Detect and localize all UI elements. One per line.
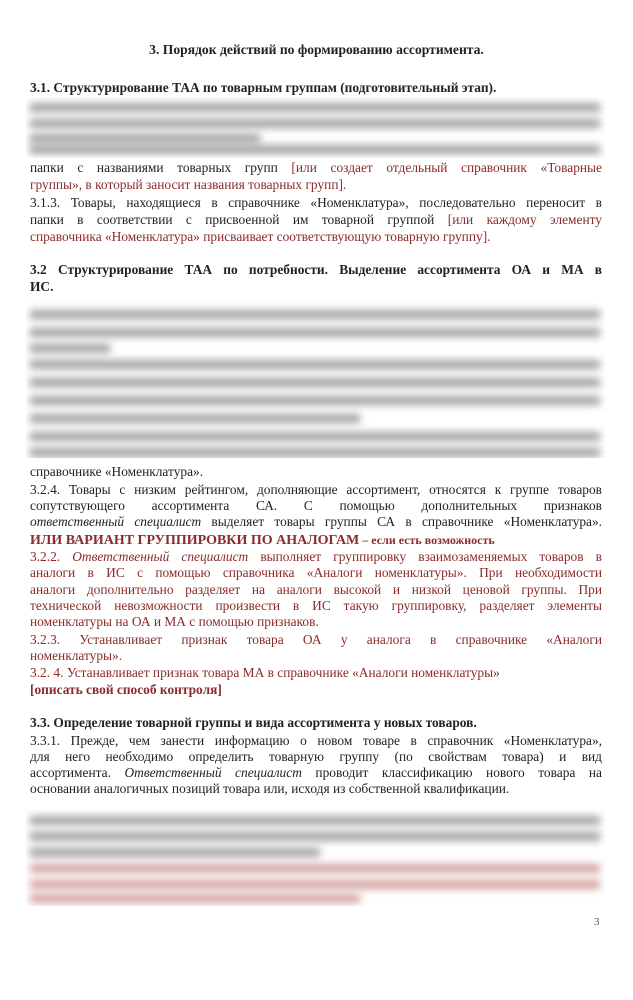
text: проводит классификацию нового товара на	[301, 765, 602, 780]
text: – если есть возможность	[359, 533, 495, 547]
alt-variant-heading	[30, 532, 602, 549]
page-title: 3. Порядок действий по формированию ассортимента.	[149, 42, 484, 57]
text-line: 3.2.3. Устанавливает признак товара ОА у аналога в справочнике «Аналоги	[30, 632, 602, 647]
text-line: 3.3.1. Прежде, чем занести информацию о новом товаре в справочник «Номенклатура»,	[30, 733, 602, 748]
text-line	[30, 549, 602, 565]
text-line	[30, 212, 602, 228]
text: Ответственный специалист	[124, 765, 302, 780]
text: [или каждому элементу	[447, 212, 602, 227]
text-line: справочника «Номенклатура» присваивает соответствующую товарную группу].	[30, 229, 491, 244]
text: папки с названиями товарных групп	[30, 160, 278, 175]
text: выделяет товары группы СА в справочнике «Номенклатура».	[201, 514, 603, 529]
text-line	[30, 160, 602, 176]
redacted-block	[26, 298, 606, 458]
section-3-3-heading: 3.3. Определение товарной группы и вида ассортимента у новых товаров.	[30, 715, 477, 730]
section-3-2-heading: 3.2 Структурирование ТАА по потребности. Выделение ассортимента ОА и МА в	[30, 262, 602, 277]
text-line: аналоги дополнительно разделяет на аналоги высокой и низкой ценовой группы. При	[30, 582, 602, 597]
control-placeholder: [описать свой способ контроля]	[30, 682, 222, 697]
text-line: номенклатуры».	[30, 648, 123, 663]
page-number: 3	[594, 916, 600, 928]
text-line: 3.2.4. Товары с низким рейтингом, дополняющие ассортимент, относятся к группе товаров	[30, 482, 602, 497]
text-line: группы», в который заносит названия товарных групп].	[30, 177, 347, 192]
text-line: номенклатуры на ОА и МА с помощью признаков.	[30, 614, 319, 629]
redacted-block	[26, 806, 606, 906]
text: Ответственный специалист	[72, 549, 249, 564]
section-3-1-heading: 3.1. Структурирование ТАА по товарным группам (подготовительный этап).	[30, 80, 497, 95]
text-line: сопутствующего ассортимента СА. С помощью дополнительных признаков	[30, 498, 602, 513]
text: [или создает отдельный справочник «Товарные	[277, 160, 603, 175]
text-line: основании аналогичных позиций товара или, исходя из собственной квалификации.	[30, 781, 510, 796]
text-line	[30, 514, 602, 530]
text-line: 3.2. 4. Устанавливает признак товара МА в справочнике «Аналоги номенклатуры»	[30, 665, 500, 680]
text: 3.2.2.	[30, 549, 73, 564]
text-line: для него необходимо определить товарную группу (по свойствам товара) и вид	[30, 749, 602, 764]
text-line	[30, 765, 602, 781]
text: выполняет группировку взаимозаменяемых товаров в	[248, 549, 602, 564]
text-line: аналоги в ИС с помощью справочника «Аналоги номенклатуры». При необходимости	[30, 565, 602, 580]
text: ассортимента.	[30, 765, 125, 780]
text: папки в соответствии с присвоенной им товарной группой	[30, 212, 448, 227]
text-line: 3.1.3. Товары, находящиеся в справочнике «Номенклатура», последовательно переносит в	[30, 195, 602, 210]
text: ответственный специалист	[30, 514, 202, 529]
section-3-2-heading-cont: ИС.	[30, 279, 54, 294]
redacted-block	[26, 97, 606, 158]
text-line: технической невозможности произвести в ИС такую группировку, разделяет элементы	[30, 598, 602, 613]
text-line: справочнике «Номенклатура».	[30, 464, 204, 479]
text: ИЛИ ВАРИАНТ ГРУППИРОВКИ ПО АНАЛОГАМ	[30, 533, 360, 548]
